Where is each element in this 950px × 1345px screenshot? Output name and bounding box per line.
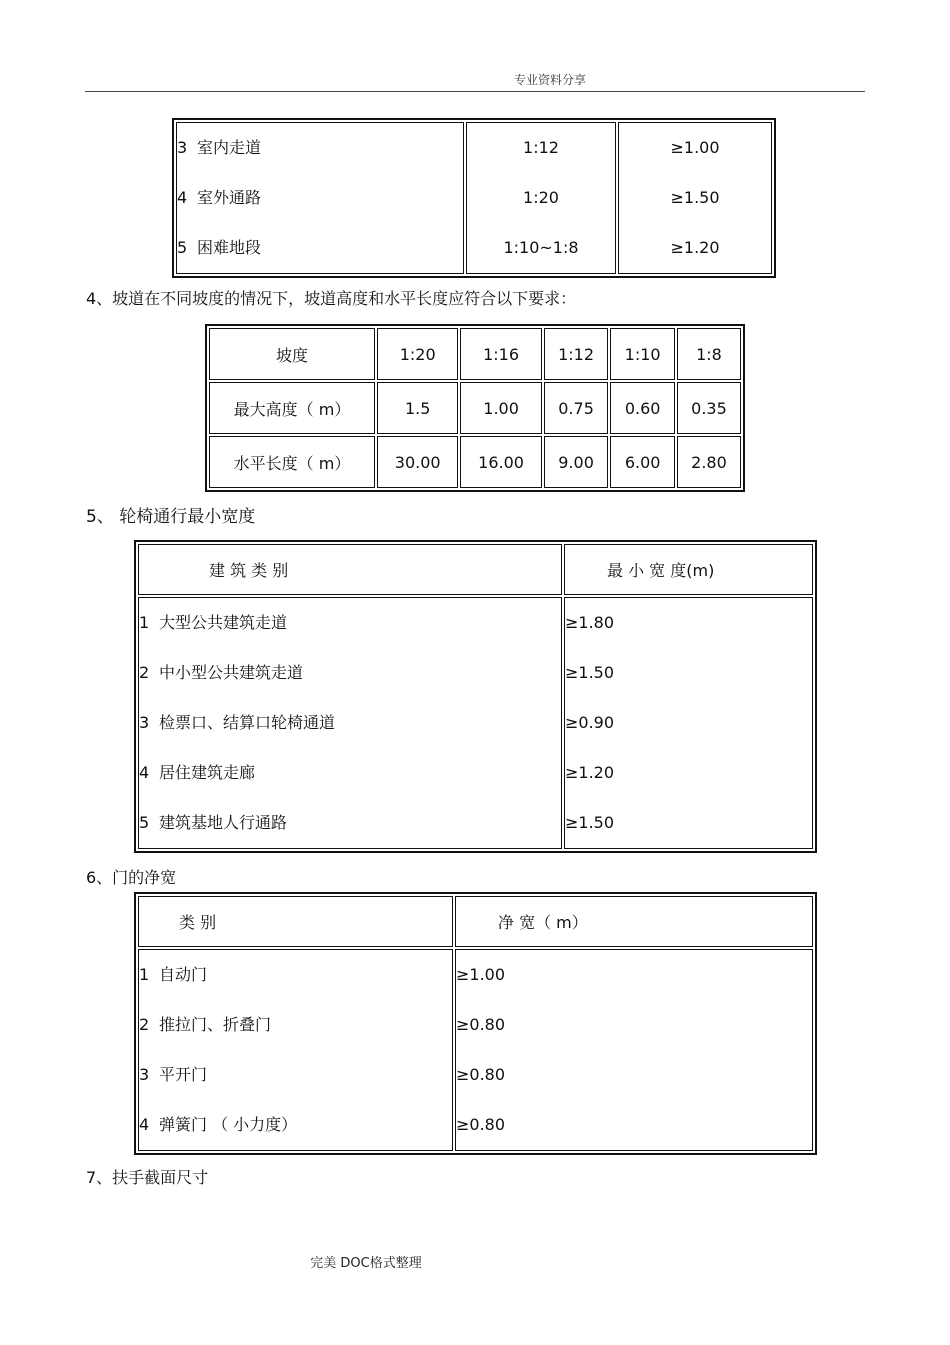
table-row: 5 困难地段 bbox=[177, 238, 262, 257]
table-cell: 最大高度（ m） bbox=[209, 382, 375, 434]
table-row: 3 平开门 bbox=[139, 1065, 208, 1084]
table-cell: 水平长度（ m） bbox=[209, 436, 375, 488]
table-row: 4 室外通路 bbox=[177, 188, 262, 207]
table-header-cell: 1:8 bbox=[677, 328, 741, 380]
min-width-column: ≥1.80 ≥1.50 ≥0.90 ≥1.20 ≥1.50 bbox=[564, 597, 813, 849]
category-column bbox=[138, 597, 562, 849]
section-5-heading: 5、 轮椅通行最小宽度 bbox=[86, 507, 256, 527]
table-row: 2 中小型公共建筑走道 bbox=[139, 663, 304, 682]
page-header: 专业资料分享 bbox=[513, 73, 586, 87]
table-row: 5 建筑基地人行通路 bbox=[139, 813, 288, 832]
section-6-heading: 6、门的净宽 bbox=[86, 868, 177, 887]
table-cell: 0.60 bbox=[610, 382, 675, 434]
table-header-cell: 净 宽（ m） bbox=[455, 896, 813, 947]
table-header-cell: 1:12 bbox=[544, 328, 609, 380]
table-header-cell: 1:10 bbox=[610, 328, 675, 380]
wheelchair-width-table bbox=[134, 540, 817, 853]
table-header-cell: 建 筑 类 别 bbox=[138, 544, 562, 595]
table-cell: 1.5 bbox=[377, 382, 458, 434]
table-cell: 16.00 bbox=[460, 436, 541, 488]
table-row bbox=[209, 382, 741, 434]
section-7-heading: 7、扶手截面尺寸 bbox=[86, 1168, 209, 1187]
slope-table bbox=[205, 324, 745, 492]
table-row: 3 检票口、结算口轮椅通道 bbox=[139, 713, 336, 732]
table-cell: 0.75 bbox=[544, 382, 609, 434]
net-width-column: ≥1.00 ≥0.80 ≥0.80 ≥0.80 bbox=[455, 949, 813, 1151]
table-header-cell: 最 小 宽 度(m) bbox=[564, 544, 813, 595]
table-cell: 9.00 bbox=[544, 436, 609, 488]
table-header-cell: 1:20 bbox=[377, 328, 458, 380]
table-header-cell: 1:16 bbox=[460, 328, 541, 380]
table-row: 4 弹簧门 （ 小力度） bbox=[139, 1115, 298, 1134]
table-header-cell: 类 别 bbox=[138, 896, 453, 947]
table-row bbox=[209, 436, 741, 488]
table-row: 1 大型公共建筑走道 bbox=[139, 613, 288, 632]
table-header-cell: 坡度 bbox=[209, 328, 375, 380]
page-footer: 完美 DOC格式整理 bbox=[310, 1256, 422, 1271]
width-column: ≥1.00 ≥1.50 ≥1.20 bbox=[618, 122, 772, 274]
table-row: 3 室内走道 bbox=[177, 138, 262, 157]
table-cell: 2.80 bbox=[677, 436, 741, 488]
table-row: 4 居住建筑走廊 bbox=[139, 763, 256, 782]
table-cell: 6.00 bbox=[610, 436, 675, 488]
header-divider bbox=[85, 91, 865, 92]
ramp-continuation-table bbox=[172, 118, 776, 278]
door-type-column bbox=[138, 949, 453, 1151]
slope-column: 1:12 1:20 1:10~1:8 bbox=[466, 122, 616, 274]
door-width-table bbox=[134, 892, 817, 1155]
table-row: 1 自动门 bbox=[139, 965, 208, 984]
table-cell: 0.35 bbox=[677, 382, 741, 434]
section-4-heading: 4、坡道在不同坡度的情况下，坡道高度和水平长度应符合以下要求： bbox=[86, 289, 577, 308]
location-column bbox=[176, 122, 464, 274]
table-cell: 1.00 bbox=[460, 382, 541, 434]
table-cell: 30.00 bbox=[377, 436, 458, 488]
table-row: 2 推拉门、折叠门 bbox=[139, 1015, 272, 1034]
